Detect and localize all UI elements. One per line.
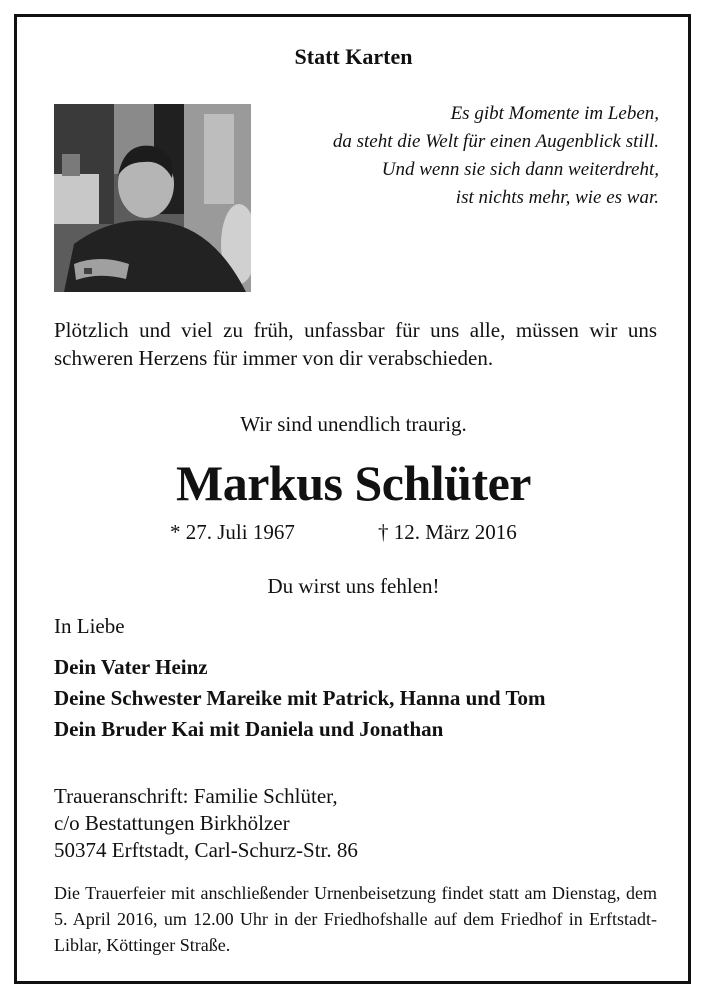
address-line: 50374 Erftstadt, Carl-Schurz-Str. 86 [54, 838, 358, 862]
mourning-address [54, 783, 358, 864]
miss-line: Du wirst uns fehlen! [267, 574, 440, 598]
in-love-label: In Liebe [54, 614, 125, 638]
quote-line: ist nichts mehr, wie es war. [455, 187, 659, 208]
intro-text: Plötzlich und viel zu früh, unfassbar für uns alle, müssen wir uns schweren Herzens für immer von dir verabschieden. [54, 318, 657, 370]
birth-date: * 27. Juli 1967 [170, 520, 295, 544]
family-list [54, 652, 546, 745]
deceased-name: Markus Schlüter [176, 455, 531, 511]
portrait-photo [54, 104, 251, 292]
address-line: c/o Bestattungen Birkhölzer [54, 811, 290, 835]
quote-line: Und wenn sie sich dann weiterdreht, [381, 159, 659, 180]
sad-line: Wir sind unendlich traurig. [240, 412, 467, 436]
notice-header: Statt Karten [294, 44, 413, 69]
portrait-illustration [54, 104, 251, 292]
memorial-quote [239, 100, 659, 212]
service-info: Die Trauerfeier mit anschließender Urnenbeisetzung findet statt am Dienstag, dem 5. April 2016, um 12.00 Uhr in der Friedhofshalle auf dem Friedhof in Erftstadt-Liblar, Köttinger Straße. [54, 883, 657, 955]
death-date: † 12. März 2016 [378, 520, 517, 544]
family-member: Dein Vater Heinz [54, 655, 208, 679]
family-member: Dein Bruder Kai mit Daniela und Jonathan [54, 717, 444, 741]
quote-line: da steht die Welt für einen Augenblick still. [332, 131, 659, 152]
address-line: Traueranschrift: Familie Schlüter, [54, 784, 338, 808]
family-member: Deine Schwester Mareike mit Patrick, Hanna und Tom [54, 686, 546, 710]
quote-line: Es gibt Momente im Leben, [450, 103, 659, 124]
